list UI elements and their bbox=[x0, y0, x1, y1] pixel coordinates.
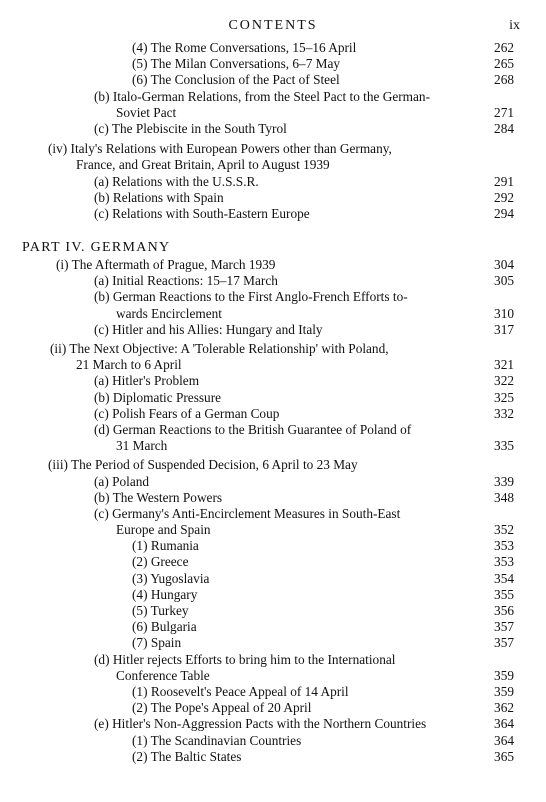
toc-entry-text: (3) Yugoslavia bbox=[132, 570, 210, 586]
toc-entry-text: (i) The Aftermath of Prague, March 1939 bbox=[56, 257, 276, 273]
toc-entry-page: 353 bbox=[494, 538, 514, 554]
page-number: ix bbox=[509, 18, 520, 33]
toc-entry bbox=[0, 257, 546, 273]
toc-entry bbox=[0, 438, 546, 454]
toc-entry bbox=[0, 603, 546, 619]
toc-entry bbox=[0, 474, 546, 490]
toc-entry-page: 332 bbox=[494, 405, 514, 421]
toc-entry-text: (2) The Pope's Appeal of 20 April bbox=[132, 700, 312, 716]
toc-entry-text: (ii) The Next Objective: A 'Tolerable Relationship' with Poland, bbox=[50, 341, 389, 356]
toc-entry-page: 271 bbox=[494, 104, 514, 120]
toc-entry-text: (c) Polish Fears of a German Coup bbox=[94, 405, 280, 421]
toc-entry bbox=[0, 174, 546, 190]
toc-entry-text: (6) Bulgaria bbox=[132, 619, 197, 635]
toc-entry bbox=[0, 635, 546, 651]
toc-entry-text: (b) German Reactions to the First Anglo-French Efforts to- bbox=[94, 289, 408, 305]
toc-entry-page: 262 bbox=[494, 40, 514, 55]
toc-entry-page: 357 bbox=[494, 635, 514, 651]
toc-entry-page: 265 bbox=[494, 56, 514, 72]
toc-entry-page: 339 bbox=[494, 473, 514, 489]
toc-entry-text: (d) Hitler rejects Efforts to bring him to the International bbox=[94, 651, 396, 667]
toc-entry-page: 304 bbox=[494, 257, 514, 273]
toc-entry-text: (1) The Scandinavian Countries bbox=[132, 732, 302, 748]
toc-entry-page: 362 bbox=[494, 700, 514, 716]
toc-entry bbox=[0, 733, 546, 749]
toc-entry-page: 335 bbox=[494, 438, 514, 454]
toc-entry-text: (1) Roosevelt's Peace Appeal of 14 April bbox=[132, 683, 349, 699]
toc-entry-page: 321 bbox=[494, 357, 514, 373]
toc-entry bbox=[0, 538, 546, 554]
toc-entry-text: wards Encirclement bbox=[116, 305, 222, 321]
toc-entry-text: (a) Relations with the U.S.S.R. bbox=[94, 173, 259, 189]
toc-entry bbox=[0, 749, 546, 765]
toc-entry-text: (a) Initial Reactions: 15–17 March bbox=[94, 273, 278, 289]
toc-entry-text: (2) The Baltic States bbox=[132, 748, 242, 764]
toc-entry bbox=[0, 587, 546, 603]
toc-entry-text: (7) Spain bbox=[132, 635, 182, 651]
toc-entry bbox=[0, 306, 546, 322]
toc-entry bbox=[0, 322, 546, 338]
part-heading bbox=[0, 240, 546, 257]
toc-entry-page: 364 bbox=[494, 716, 514, 732]
toc-entry-text: (iii) The Period of Suspended Decision, 6 April to 23 May bbox=[48, 457, 358, 473]
toc-entry-text: (b) The Western Powers bbox=[94, 489, 223, 505]
toc-entry bbox=[0, 619, 546, 635]
toc-entry-text: Soviet Pact bbox=[116, 104, 177, 120]
toc-entry-text: 21 March to 6 April bbox=[76, 357, 182, 373]
toc-entry bbox=[0, 490, 546, 506]
toc-entry bbox=[0, 72, 546, 88]
toc-entry-text: (c) Germany's Anti-Encirclement Measures in South-East bbox=[94, 505, 401, 521]
toc-entry-text: (5) Turkey bbox=[132, 603, 189, 618]
toc-entry-page: 310 bbox=[494, 305, 514, 321]
toc-entry-text: (a) Poland bbox=[94, 473, 150, 489]
toc-entry bbox=[0, 357, 546, 373]
toc-entry bbox=[0, 105, 546, 121]
toc-entry-text: (b) Diplomatic Pressure bbox=[94, 389, 222, 405]
toc-entry-page: 305 bbox=[494, 273, 514, 289]
toc-entry bbox=[0, 206, 546, 222]
toc-entry bbox=[0, 56, 546, 72]
toc-entry bbox=[0, 157, 546, 173]
toc-entry-page: 322 bbox=[494, 373, 514, 389]
toc-entry-text: (b) Relations with Spain bbox=[94, 189, 224, 205]
toc-entry bbox=[0, 40, 546, 56]
toc-entry-text: (b) Italo-German Relations, from the Steel Pact to the German- bbox=[94, 88, 431, 104]
toc-entry bbox=[0, 652, 546, 668]
toc-entry-page: 356 bbox=[494, 603, 514, 618]
toc-entry-text: (4) Hungary bbox=[132, 586, 198, 602]
toc-entry-page: 353 bbox=[494, 554, 514, 570]
toc-entry bbox=[0, 190, 546, 206]
toc-entry bbox=[0, 89, 546, 105]
toc-entry bbox=[0, 571, 546, 587]
toc-entry-text: (1) Rumania bbox=[132, 538, 199, 554]
toc-entry bbox=[0, 406, 546, 422]
toc-entry bbox=[0, 390, 546, 406]
toc-entry-text: (d) German Reactions to the British Guarantee of Poland of bbox=[94, 421, 412, 437]
toc-entry-text: (iv) Italy's Relations with European Powers other than Germany, bbox=[48, 141, 392, 157]
toc-entry-page: 359 bbox=[494, 683, 514, 699]
toc-entry-page: 294 bbox=[494, 205, 514, 221]
toc-entry-text: (c) Relations with South-Eastern Europe bbox=[94, 205, 310, 221]
toc-entry bbox=[0, 341, 546, 357]
toc-entry-text: 31 March bbox=[116, 438, 168, 454]
toc-entry-page: 291 bbox=[494, 173, 514, 189]
toc-entry-page: 317 bbox=[494, 321, 514, 337]
toc-entry-text: (6) The Conclusion of the Pact of Steel bbox=[132, 72, 340, 88]
toc-entry bbox=[0, 716, 546, 732]
toc-entry bbox=[0, 554, 546, 570]
toc-entry-text: (2) Greece bbox=[132, 554, 189, 570]
toc-entry-text: France, and Great Britain, April to August 1939 bbox=[76, 157, 330, 173]
toc-entry bbox=[0, 422, 546, 438]
toc-entry-page: 355 bbox=[494, 586, 514, 602]
part-heading-text: PART IV. GERMANY bbox=[22, 240, 171, 256]
toc-entry bbox=[0, 373, 546, 389]
toc-entry bbox=[0, 457, 546, 473]
toc-entry-page: 359 bbox=[494, 667, 514, 683]
toc-entry-page: 268 bbox=[494, 72, 514, 88]
toc-entry-page: 352 bbox=[494, 522, 514, 538]
toc-entry-text: Europe and Spain bbox=[116, 522, 211, 538]
toc-entry-page: 365 bbox=[494, 748, 514, 764]
toc-entry-text: (c) Hitler and his Allies: Hungary and Italy bbox=[94, 321, 323, 337]
toc-entry-page: 348 bbox=[494, 489, 514, 505]
toc-entry bbox=[0, 684, 546, 700]
toc-entry bbox=[0, 273, 546, 289]
toc-entry-page: 354 bbox=[494, 570, 514, 586]
toc-entry-text: (5) The Milan Conversations, 6–7 May bbox=[132, 56, 341, 72]
toc-entry-text: (4) The Rome Conversations, 15–16 April bbox=[132, 40, 357, 55]
toc-entry bbox=[0, 506, 546, 522]
toc-entry-page: 357 bbox=[494, 619, 514, 635]
table-of-contents bbox=[0, 40, 546, 765]
toc-entry bbox=[0, 141, 546, 157]
toc-entry bbox=[0, 121, 546, 137]
page-title: CONTENTS bbox=[228, 18, 318, 33]
toc-entry-page: 292 bbox=[494, 189, 514, 205]
toc-entry-text: (e) Hitler's Non-Aggression Pacts with the Northern Countries bbox=[94, 716, 427, 732]
toc-entry-page: 325 bbox=[494, 389, 514, 405]
page-header bbox=[0, 18, 546, 36]
toc-entry-page: 284 bbox=[494, 120, 514, 136]
toc-entry bbox=[0, 700, 546, 716]
toc-entry bbox=[0, 522, 546, 538]
toc-entry-page: 364 bbox=[494, 732, 514, 748]
toc-entry-text: (c) The Plebiscite in the South Tyrol bbox=[94, 120, 287, 136]
toc-entry bbox=[0, 289, 546, 305]
toc-entry bbox=[0, 668, 546, 684]
toc-entry-text: (a) Hitler's Problem bbox=[94, 373, 200, 389]
toc-entry-text: Conference Table bbox=[116, 667, 210, 683]
